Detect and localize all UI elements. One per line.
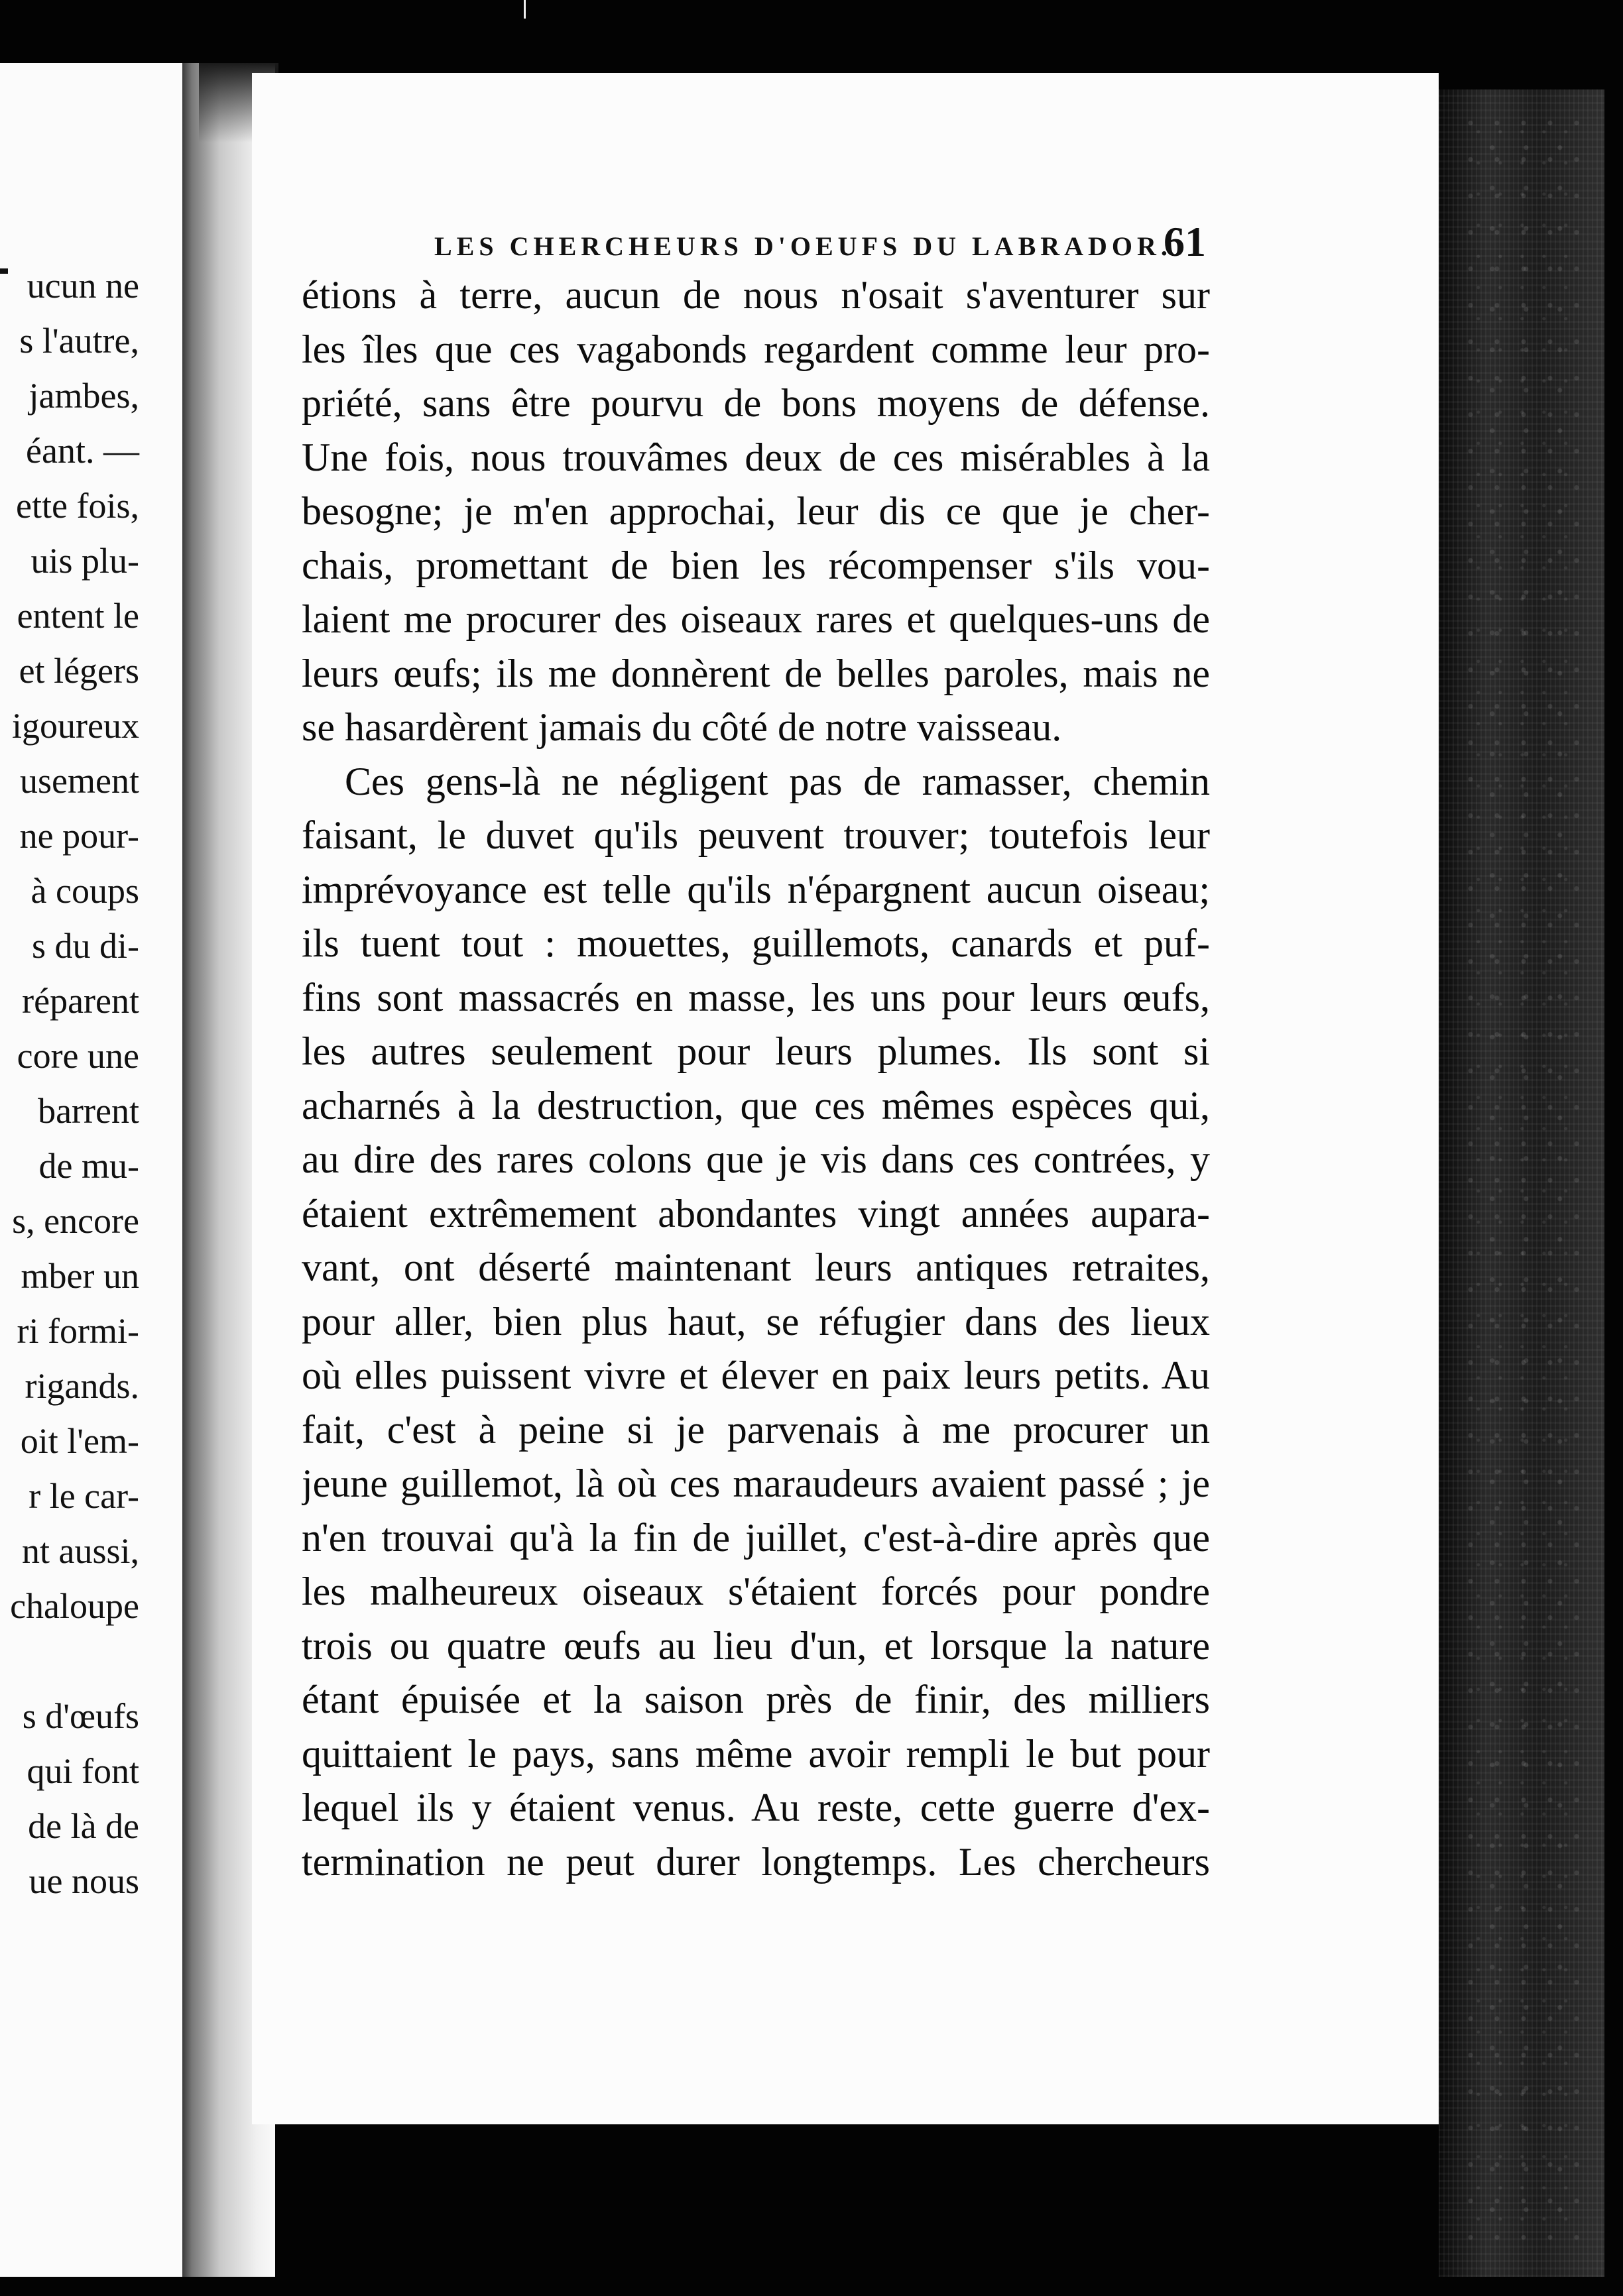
text-line: n'en trouvai qu'à la fin de juillet, c'est-à-dire après que bbox=[302, 1515, 1210, 1560]
text-line: trois ou quatre œufs au lieu d'un, et lorsque la nature bbox=[302, 1623, 1210, 1668]
text-line: où elles puissent vivre et élever en paix leurs petits. Au bbox=[302, 1353, 1210, 1397]
text-line: quittaient le pays, sans même avoir rempli le but pour bbox=[302, 1731, 1210, 1776]
fragment-line: et légers bbox=[19, 651, 139, 691]
fragment-line: usement bbox=[20, 761, 139, 801]
text-line: fins sont massacrés en masse, les uns pour leurs œufs, bbox=[302, 975, 1210, 1019]
fragment-line: ucun ne bbox=[27, 266, 139, 306]
previous-page-text bbox=[10, 258, 139, 1909]
fragment-line: s d'œufs bbox=[22, 1696, 139, 1736]
fragment-line bbox=[10, 1634, 139, 1689]
text-line: étions à terre, aucun de nous n'osait s'aventurer sur bbox=[302, 273, 1210, 317]
fragment-line: de là de bbox=[28, 1806, 139, 1846]
fragment-line: ue nous bbox=[29, 1861, 139, 1901]
text-line: les malheureux oiseaux s'étaient forcés pour pondre bbox=[302, 1570, 1210, 1613]
fragment-line: r le car- bbox=[29, 1476, 139, 1516]
fragment-line: s, encore bbox=[12, 1201, 139, 1241]
ink-dot bbox=[0, 268, 8, 274]
previous-page-fragment bbox=[0, 63, 182, 2277]
scan-mark bbox=[524, 0, 526, 19]
text-line: imprévoyance est telle qu'ils n'épargnent aucun oiseau; bbox=[302, 867, 1210, 911]
fragment-line: entent le bbox=[17, 596, 139, 636]
text-line: Ces gens-là ne négligent pas de ramasser, chemin bbox=[345, 759, 1210, 803]
text-line: besogne; je m'en approchai, leur dis ce que je cher- bbox=[302, 489, 1210, 533]
text-line: lequel ils y étaient venus. Au reste, cette guerre d'ex- bbox=[302, 1786, 1210, 1829]
text-line: Une fois, nous trouvâmes deux de ces misérables à la bbox=[302, 435, 1210, 479]
text-line: termination ne peut durer longtemps. Les chercheurs bbox=[302, 1839, 1210, 1884]
fragment-line: mber un bbox=[21, 1256, 139, 1296]
fragment-line: ri formi- bbox=[17, 1311, 139, 1351]
text-line: leurs œufs; ils me donnèrent de belles paroles, mais ne bbox=[302, 651, 1210, 695]
text-line: faisant, le duvet qu'ils peuvent trouver; toutefois leur bbox=[302, 813, 1210, 857]
text-line: pour aller, bien plus haut, se réfugier dans des lieux bbox=[302, 1299, 1210, 1344]
text-line: les autres seulement pour leurs plumes. Ils sont si bbox=[302, 1029, 1210, 1073]
fragment-line: rigands. bbox=[25, 1366, 139, 1406]
text-line: les îles que ces vagabonds regardent comme leur pro- bbox=[302, 327, 1210, 371]
fragment-line: barrent bbox=[38, 1091, 139, 1131]
text-line: se hasardèrent jamais du côté de notre vaisseau. bbox=[302, 705, 1062, 749]
text-line: fait, c'est à peine si je parvenais à me procurer un bbox=[302, 1407, 1210, 1452]
running-head: LES CHERCHEURS D'OEUFS DU LABRADOR. bbox=[434, 231, 1172, 261]
fragment-line: nt aussi, bbox=[21, 1531, 139, 1571]
page-number: 61 bbox=[1164, 218, 1206, 265]
fragment-line: ette fois, bbox=[16, 486, 139, 526]
text-line: laient me procurer des oiseaux rares et quelques-uns de bbox=[302, 597, 1210, 641]
text-line: jeune guillemot, là où ces maraudeurs avaient passé ; je bbox=[302, 1462, 1210, 1505]
fragment-line: core une bbox=[17, 1036, 139, 1076]
fragment-line: de mu- bbox=[38, 1146, 139, 1186]
fragment-line: éant. — bbox=[26, 431, 139, 471]
fragment-line: s l'autre, bbox=[19, 321, 139, 361]
text-line: acharnés à la destruction, que ces mêmes espèces qui, bbox=[302, 1083, 1210, 1127]
fragment-line: à coups bbox=[30, 871, 139, 911]
text-line: au dire des rares colons que je vis dans ces contrées, y bbox=[302, 1137, 1210, 1181]
text-line: chais, promettant de bien les récompenser s'ils vou- bbox=[302, 543, 1210, 587]
fragment-line: réparent bbox=[22, 981, 139, 1021]
text-line: étaient extrêmement abondantes vingt années aupara- bbox=[302, 1191, 1210, 1235]
text-line: ils tuent tout : mouettes, guillemots, canards et puf- bbox=[302, 921, 1210, 965]
book-edge-texture bbox=[1465, 119, 1585, 2240]
fragment-line: chaloupe bbox=[10, 1586, 139, 1626]
fragment-line: s du di- bbox=[32, 926, 139, 966]
text-line: priété, sans être pourvu de bons moyens de défense. bbox=[302, 381, 1210, 425]
fragment-line: jambes, bbox=[29, 376, 139, 416]
fragment-line: oit l'em- bbox=[20, 1421, 139, 1461]
text-line: étant épuisée et la saison près de finir, des milliers bbox=[302, 1678, 1210, 1721]
fragment-line: uis plu- bbox=[30, 541, 139, 581]
fragment-line: igoureux bbox=[12, 706, 139, 746]
fragment-line: qui font bbox=[27, 1751, 139, 1791]
text-line: vant, ont déserté maintenant leurs antiques retraites, bbox=[302, 1245, 1210, 1289]
page-body-text bbox=[302, 268, 1210, 1889]
fragment-line: ne pour- bbox=[19, 816, 139, 856]
